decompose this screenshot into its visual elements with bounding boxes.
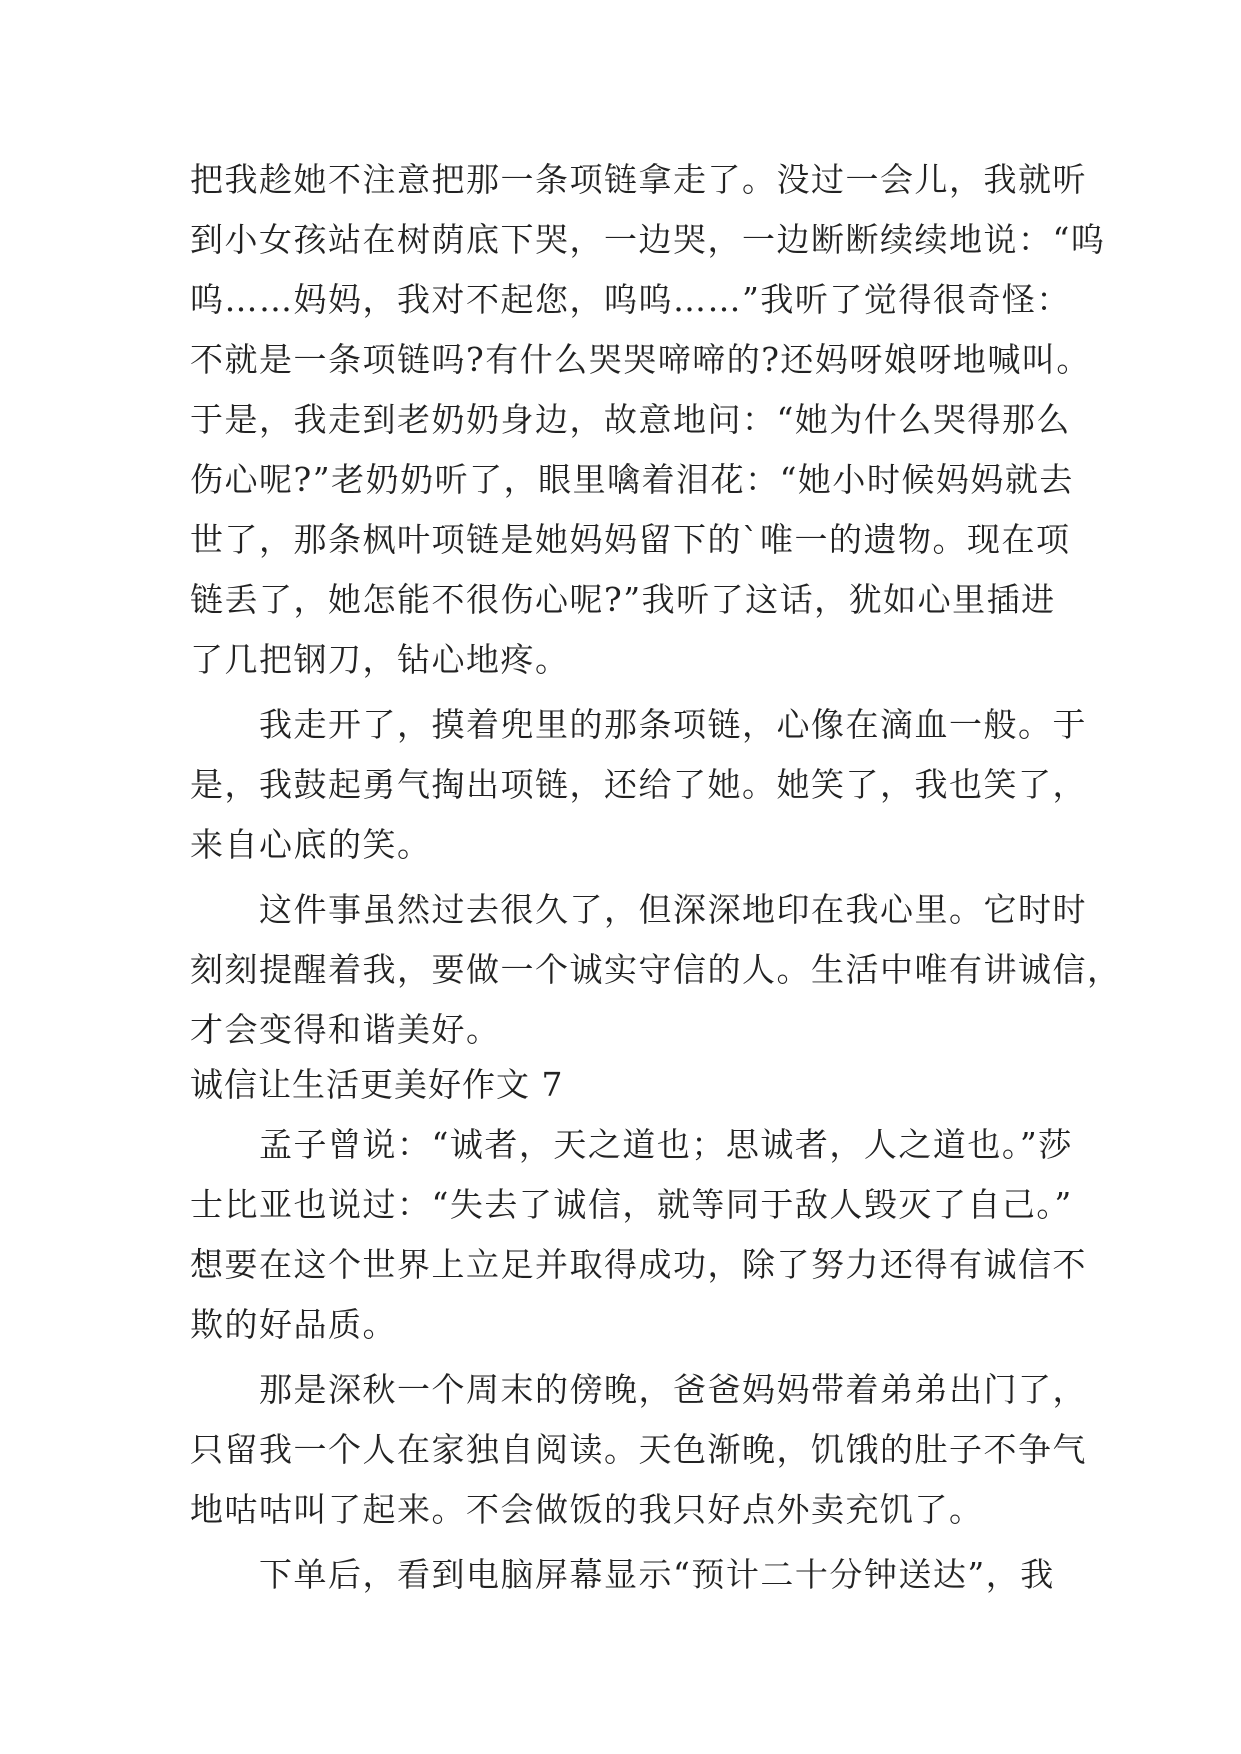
text-line: 下单后，看到电脑屏幕显示“预计二十分钟送达”，我 [190,1555,1055,1594]
text-line: 地咕咕叫了起来。不会做饭的我只好点外卖充饥了。 [190,1490,984,1529]
text-line: 到小女孩站在树荫底下哭，一边哭，一边断断续续地说：“呜 [190,220,1106,259]
text-line: 伤心呢?”老奶奶听了，眼里噙着泪花：“她小时候妈妈就去 [190,460,1074,499]
text-line: 士比亚也说过：“失去了诚信，就等同于敌人毁灭了自己。” [190,1185,1073,1224]
text-line: 呜……妈妈，我对不起您，呜呜……”我听了觉得很奇怪： [190,280,1071,319]
text-line: 才会变得和谐美好。 [190,1010,501,1049]
text-line: 我走开了，摸着兜里的那条项链，心像在滴血一般。于 [190,705,1087,744]
text-line: 链丢了，她怎能不很伤心呢?”我听了这话，犹如心里插进 [190,580,1056,619]
text-line: 这件事虽然过去很久了，但深深地印在我心里。它时时 [190,890,1087,929]
text-line: 世了，那条枫叶项链是她妈妈留下的`唯一的遗物。现在项 [190,520,1071,559]
text-line: 了几把钢刀，钻心地疼。 [190,640,570,679]
text-line: 孟子曾说：“诚者，天之道也；思诚者，人之道也。”莎 [190,1125,1073,1164]
text-line: 于是，我走到老奶奶身边，故意地问：“她为什么哭得那么 [190,400,1071,439]
text-line: 把我趁她不注意把那一条项链拿走了。没过一会儿，我就听 [190,160,1087,199]
text-line: 只留我一个人在家独自阅读。天色渐晚，饥饿的肚子不争气 [190,1430,1087,1469]
text-line: 来自心底的笑。 [190,825,432,864]
text-line: 那是深秋一个周末的傍晚，爸爸妈妈带着弟弟出门了， [190,1370,1087,1409]
text-line: 欺的好品质。 [190,1305,397,1344]
text-line: 想要在这个世界上立足并取得成功，除了努力还得有诚信不 [190,1245,1087,1284]
text-line: 不就是一条项链吗?有什么哭哭啼啼的?还妈呀娘呀地喊叫。 [190,340,1091,379]
text-line: 刻刻提醒着我，要做一个诚实守信的人。生活中唯有讲诚信， [190,950,1122,989]
section-heading: 诚信让生活更美好作文 7 [190,1065,564,1104]
text-line: 是，我鼓起勇气掏出项链，还给了她。她笑了，我也笑了， [190,765,1087,804]
